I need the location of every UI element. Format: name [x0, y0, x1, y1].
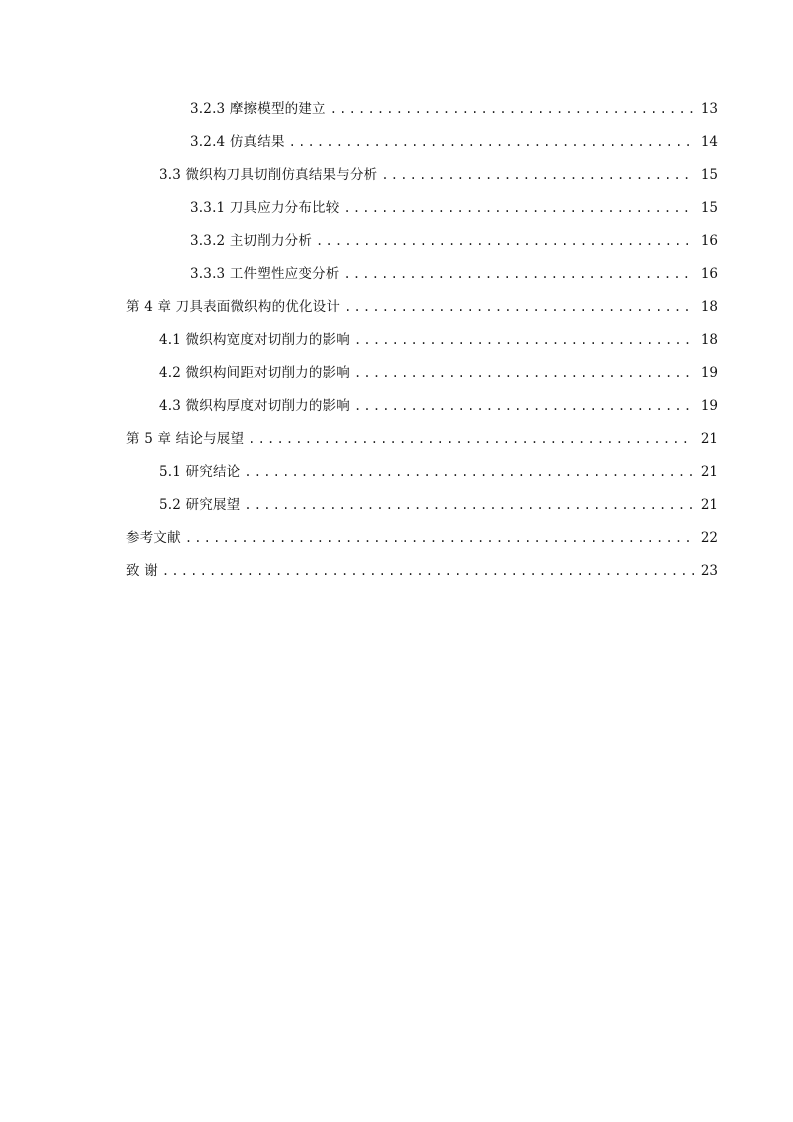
toc-entry[interactable] [126, 561, 718, 594]
toc-entry-page: 15 [700, 167, 718, 183]
dot-leader [343, 198, 694, 218]
toc-entry-title: 4.2 微织构间距对切削力的影响 [159, 365, 350, 381]
toc-entry-title: 4.3 微织构厚度对切削力的影响 [159, 398, 350, 414]
toc-entry-page: 23 [700, 563, 718, 579]
toc-entry-page: 14 [700, 134, 718, 150]
toc-entry-page: 15 [700, 200, 718, 216]
toc-entry-title: 3.3.3 工件塑性应变分析 [190, 266, 340, 282]
dot-leader [354, 330, 694, 350]
toc-entry[interactable] [126, 132, 718, 165]
toc-entry-page: 16 [700, 233, 718, 249]
dot-leader [381, 165, 694, 185]
toc-entry-page: 21 [700, 497, 718, 513]
toc-entry[interactable] [126, 429, 718, 462]
toc-entry-page: 21 [700, 464, 718, 480]
dot-leader [344, 297, 694, 317]
toc-entry-title: 3.3.1 刀具应力分布比较 [190, 200, 340, 216]
toc-entry[interactable] [126, 396, 718, 429]
dot-leader [289, 132, 694, 152]
toc-entry[interactable] [126, 297, 718, 330]
dot-leader [244, 495, 694, 515]
toc-entry-title: 3.3 微织构刀具切削仿真结果与分析 [159, 167, 378, 183]
toc-entry-page: 18 [700, 299, 718, 315]
toc-entry[interactable] [126, 528, 718, 561]
toc-entry[interactable] [126, 462, 718, 495]
toc-entry-title: 第 5 章 结论与展望 [126, 431, 245, 447]
toc-entry-page: 19 [700, 365, 718, 381]
toc-entry[interactable] [126, 264, 718, 297]
dot-leader [330, 99, 694, 119]
dot-leader [354, 363, 694, 383]
toc-entry[interactable] [126, 330, 718, 363]
toc-entry[interactable] [126, 165, 718, 198]
toc-entry-page: 22 [700, 530, 718, 546]
toc-entry-title: 3.2.4 仿真结果 [190, 134, 285, 150]
toc-entry[interactable] [126, 363, 718, 396]
toc-entry[interactable] [126, 198, 718, 231]
toc-entry[interactable] [126, 99, 718, 132]
dot-leader [185, 528, 694, 548]
toc-entry-title: 4.1 微织构宽度对切削力的影响 [159, 332, 350, 348]
dot-leader [316, 231, 694, 251]
toc-entry-title: 参考文献 [126, 530, 181, 546]
toc-entry-title: 致 谢 [126, 563, 158, 579]
toc-entry-page: 21 [700, 431, 718, 447]
toc-entry-title: 5.2 研究展望 [159, 497, 241, 513]
dot-leader [162, 561, 694, 581]
toc-entry-page: 19 [700, 398, 718, 414]
toc-entry[interactable] [126, 231, 718, 264]
toc-entry-title: 3.3.2 主切削力分析 [190, 233, 313, 249]
toc-entry-page: 16 [700, 266, 718, 282]
toc-entry-page: 13 [700, 101, 718, 117]
dot-leader [343, 264, 694, 284]
toc-entry-title: 第 4 章 刀具表面微织构的优化设计 [126, 299, 341, 315]
table-of-contents [126, 99, 718, 594]
toc-entry-title: 5.1 研究结论 [159, 464, 241, 480]
dot-leader [248, 429, 694, 449]
toc-entry[interactable] [126, 495, 718, 528]
dot-leader [354, 396, 694, 416]
dot-leader [244, 462, 694, 482]
toc-entry-title: 3.2.3 摩擦模型的建立 [190, 101, 326, 117]
toc-entry-page: 18 [700, 332, 718, 348]
